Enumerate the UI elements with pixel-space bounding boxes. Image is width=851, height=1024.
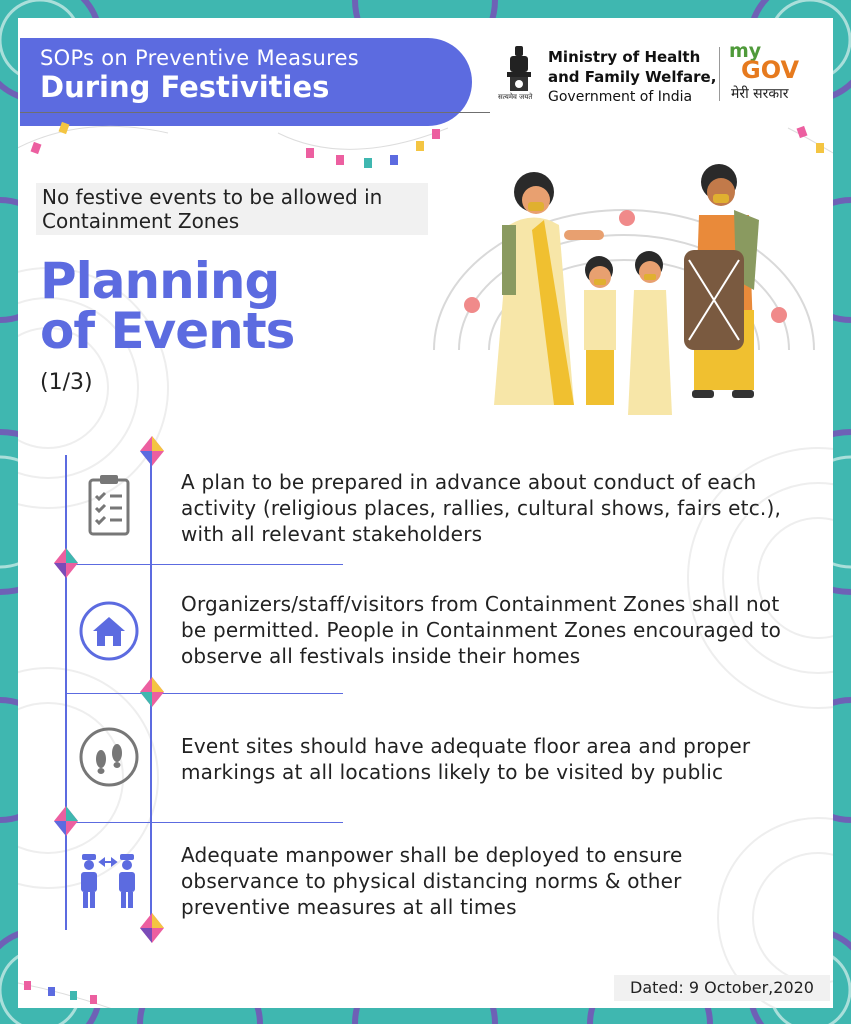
containment-notice: No festive events to be allowed in Containment Zones [36,183,428,235]
ministry-line1: Ministry of Health [548,48,701,66]
mygov-gov: GOV [741,56,800,84]
header-divider [719,47,720,101]
item-separator [67,693,343,694]
mygov-hindi: मेरी सरकार [731,86,789,102]
page-title-line2: of Events [40,302,295,360]
kite-icon [139,677,165,711]
item-3-text: Event sites should have adequate floor area and proper markings at all locations likely to be visited by public [181,734,751,784]
ministry-line3: Government of India [548,89,693,105]
family-illustration [414,150,819,440]
header-title-line2: During Festivities [40,70,330,104]
mygov-my: my [729,40,762,62]
ministry-line2: and Family Welfare, [548,68,717,86]
kite-icon [139,913,165,947]
kite-icon [53,548,79,582]
physical-distancing-icon [78,852,138,912]
kite-icon [53,806,79,840]
page-indicator: (1/3) [40,370,93,395]
item-4-text: Adequate manpower shall be deployed to ensure observance to physical distancing norms & other preventive measures at all times [181,843,683,919]
ministry-name [548,48,716,107]
item-2-text: Organizers/staff/visitors from Containment Zones shall not be permitted. People in Containment Zones encouraged to observe all festivals inside their homes [181,592,782,668]
item-separator [67,822,343,823]
emblem-caption: सत्यमेव जयते [498,93,533,101]
festive-bunting-bottom [18,973,128,1008]
content-card [18,18,833,1008]
mygov-logo [727,40,807,104]
house-icon [78,600,140,662]
kite-icon [139,436,165,470]
page-title [40,252,295,360]
page-title-line1: Planning [40,252,280,310]
item-1-text: A plan to be prepared in advance about conduct of each activity (religious places, rallies, cultural shows, fairs etc.), with all relevant stakeholders [181,470,782,546]
footprints-icon [78,726,140,788]
dated-label: Dated: 9 October,2020 [614,975,830,1001]
header-title-line1: SOPs on Preventive Measures [40,46,360,70]
clipboard-checklist-icon [88,474,130,536]
item-separator [67,564,343,565]
